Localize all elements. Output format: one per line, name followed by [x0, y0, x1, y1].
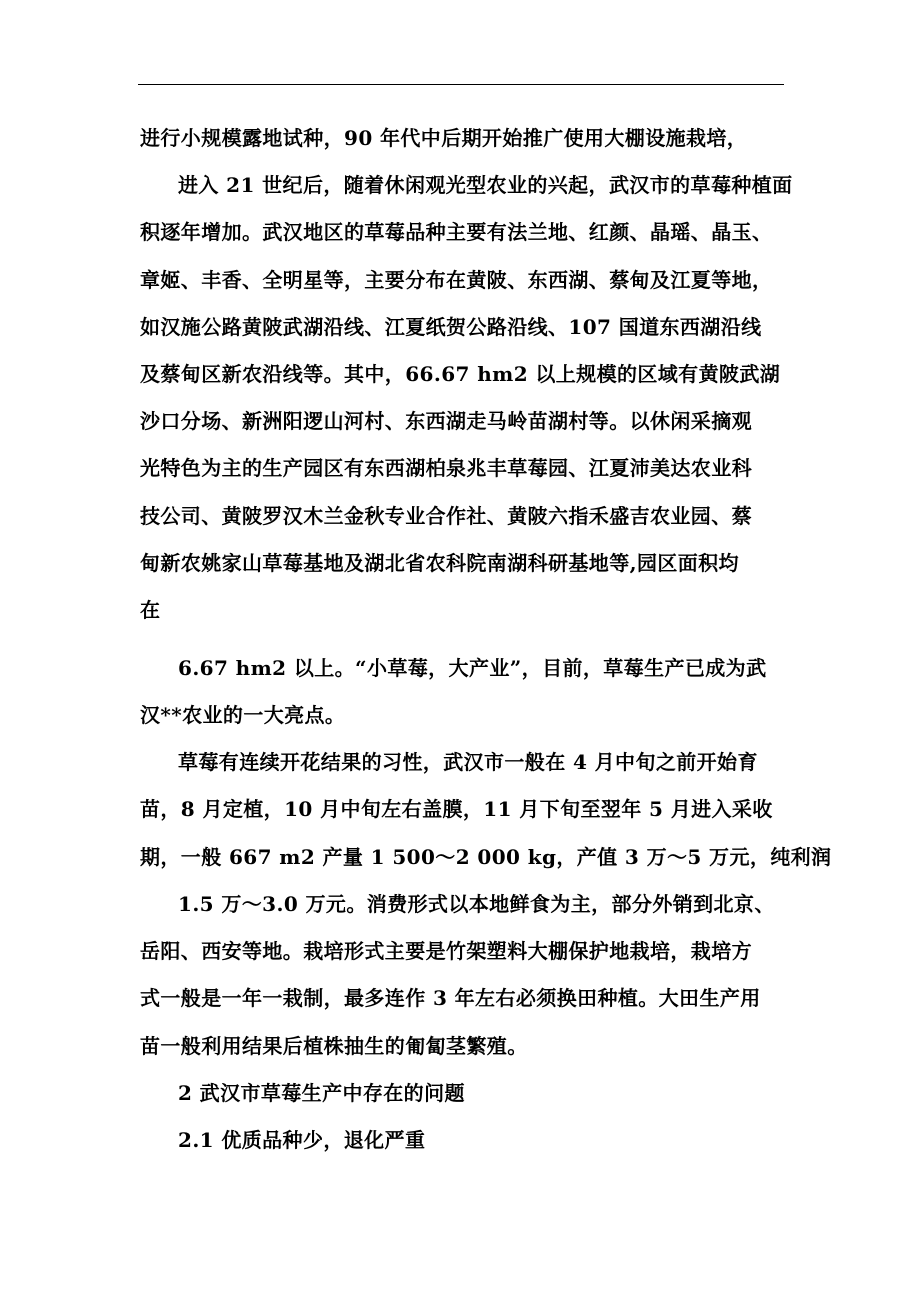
text-line: 6.67 hm2 以上。“小草莓，大产业”，目前，草莓生产已成为武: [178, 656, 767, 680]
text-line: 光特色为主的生产园区有东西湖柏泉兆丰草莓园、江夏沛美达农业科: [140, 456, 752, 480]
subsection-heading: 2.1 优质品种少，退化严重: [178, 1128, 426, 1152]
text-line: 及蔡甸区新农沿线等。其中，66.67 hm2 以上规模的区域有黄陂武湖: [140, 362, 781, 386]
text-line: 岳阳、西安等地。栽培形式主要是竹架塑料大棚保护地栽培，栽培方: [140, 939, 752, 963]
header-rule: [138, 84, 784, 85]
text-line: 苗一般利用结果后植株抽生的匍匐茎繁殖。: [140, 1034, 528, 1058]
text-line: 如汉施公路黄陂武湖沿线、江夏纸贺公路沿线、107 国道东西湖沿线: [140, 315, 762, 339]
text-line: 进入 21 世纪后，随着休闲观光型农业的兴起，武汉市的草莓种植面: [178, 173, 793, 197]
text-line: 技公司、黄陂罗汉木兰金秋专业合作社、黄陂六指禾盛吉农业园、蔡: [140, 504, 752, 528]
text-line: 在: [140, 598, 161, 622]
text-line: 积逐年增加。武汉地区的草莓品种主要有法兰地、红颜、晶瑶、晶玉、: [140, 220, 773, 244]
text-line: 汉**农业的一大亮点。: [140, 703, 346, 727]
text-line: 甸新农姚家山草莓基地及湖北省农科院南湖科研基地等,园区面积均: [140, 551, 739, 575]
text-line: 苗，8 月定植，10 月中旬左右盖膜，11 月下旬至翌年 5 月进入采收: [140, 797, 773, 821]
text-line: 草莓有连续开花结果的习性，武汉市一般在 4 月中旬之前开始育: [178, 750, 758, 774]
section-heading: 2 武汉市草莓生产中存在的问题: [178, 1081, 465, 1105]
text-line: 章姬、丰香、全明星等，主要分布在黄陂、东西湖、蔡甸及江夏等地，: [140, 268, 773, 292]
text-line: 沙口分场、新洲阳逻山河村、东西湖走马岭苗湖村等。以休闲采摘观: [140, 409, 752, 433]
text-line: 1.5 万～3.0 万元。消费形式以本地鲜食为主，部分外销到北京、: [178, 892, 775, 916]
text-line: 进行小规模露地试种，90 年代中后期开始推广使用大棚设施栽培，: [140, 126, 748, 150]
text-line: 式一般是一年一栽制，最多连作 3 年左右必须换田种植。大田生产用: [140, 986, 761, 1010]
text-line: 期，一般 667 m2 产量 1 500～2 000 kg，产值 3 万～5 万元，纯利润: [140, 845, 832, 869]
